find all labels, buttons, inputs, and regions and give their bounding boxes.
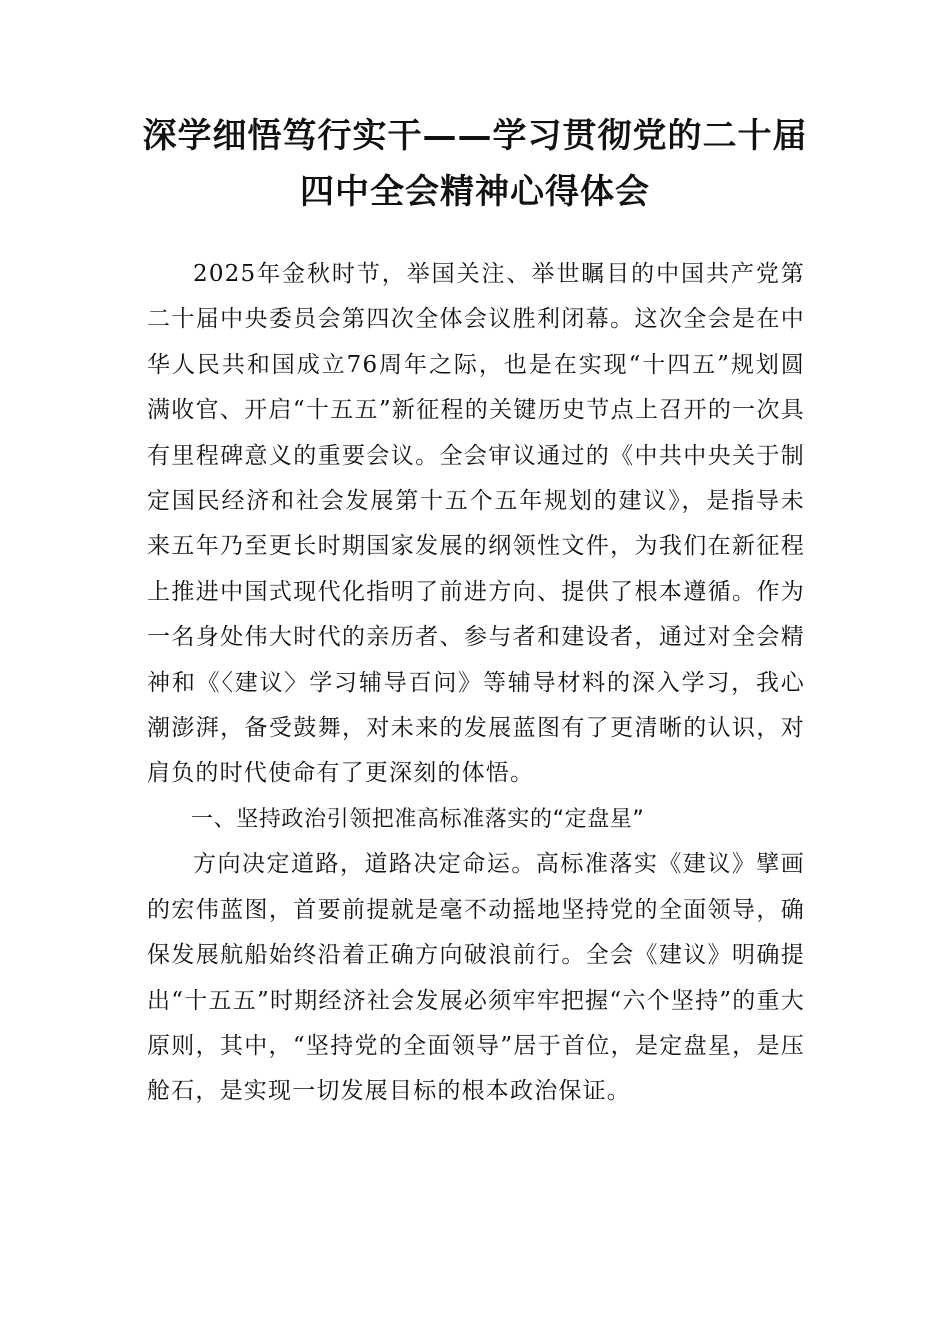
intro-paragraph: 2025年金秋时节，举国关注、举世瞩目的中国共产党第二十届中央委员会第四次全体会议胜利闭幕。这次全会是在中华人民共和国成立76周年之际，也是在实现“十四五”规划圆满收官、开启“十五五”新征程的关键历史节点上召开的一次具有里程碑意义的重要会议。全会审议通过的《中共中央关于制定国民经济和社会发展第十五个五年规划的建议》，是指导未来五年乃至更长时期国家发展的纲领性文件，为我们在新征程上推进中国式现代化指明了前进方向、提供了根本遵循。作为一名身处伟大时代的亲历者、参与者和建设者，通过对全会精神和《〈建议〉学习辅导百问》等辅导材料的深入学习，我心潮澎湃，备受鼓舞，对未来的发展蓝图有了更清晰的认识，对肩负的时代使命有了更深刻的体悟。 (147, 261, 805, 787)
section-1-heading: 一、坚持政治引领把准高标准落实的“定盘星” (191, 806, 645, 832)
section-1-paragraph: 方向决定道路，道路决定命运。高标准落实《建议》擘画的宏伟蓝图，首要前提就是毫不动摇地坚持党的全面领导，确保发展航船始终沿着正确方向破浪前行。全会《建议》明确提出“十五五”时期经济社会发展必须牢牢把握“六个坚持”的重大原则，其中，“坚持党的全面领导”居于首位，是定盘星，是压舱石，是实现一切发展目标的根本政治保证。 (147, 851, 805, 1105)
document-title: 深学细悟笃行实干——学习贯彻党的二十届四中全会精神心得体会 (142, 116, 808, 212)
document-body (147, 252, 805, 1115)
